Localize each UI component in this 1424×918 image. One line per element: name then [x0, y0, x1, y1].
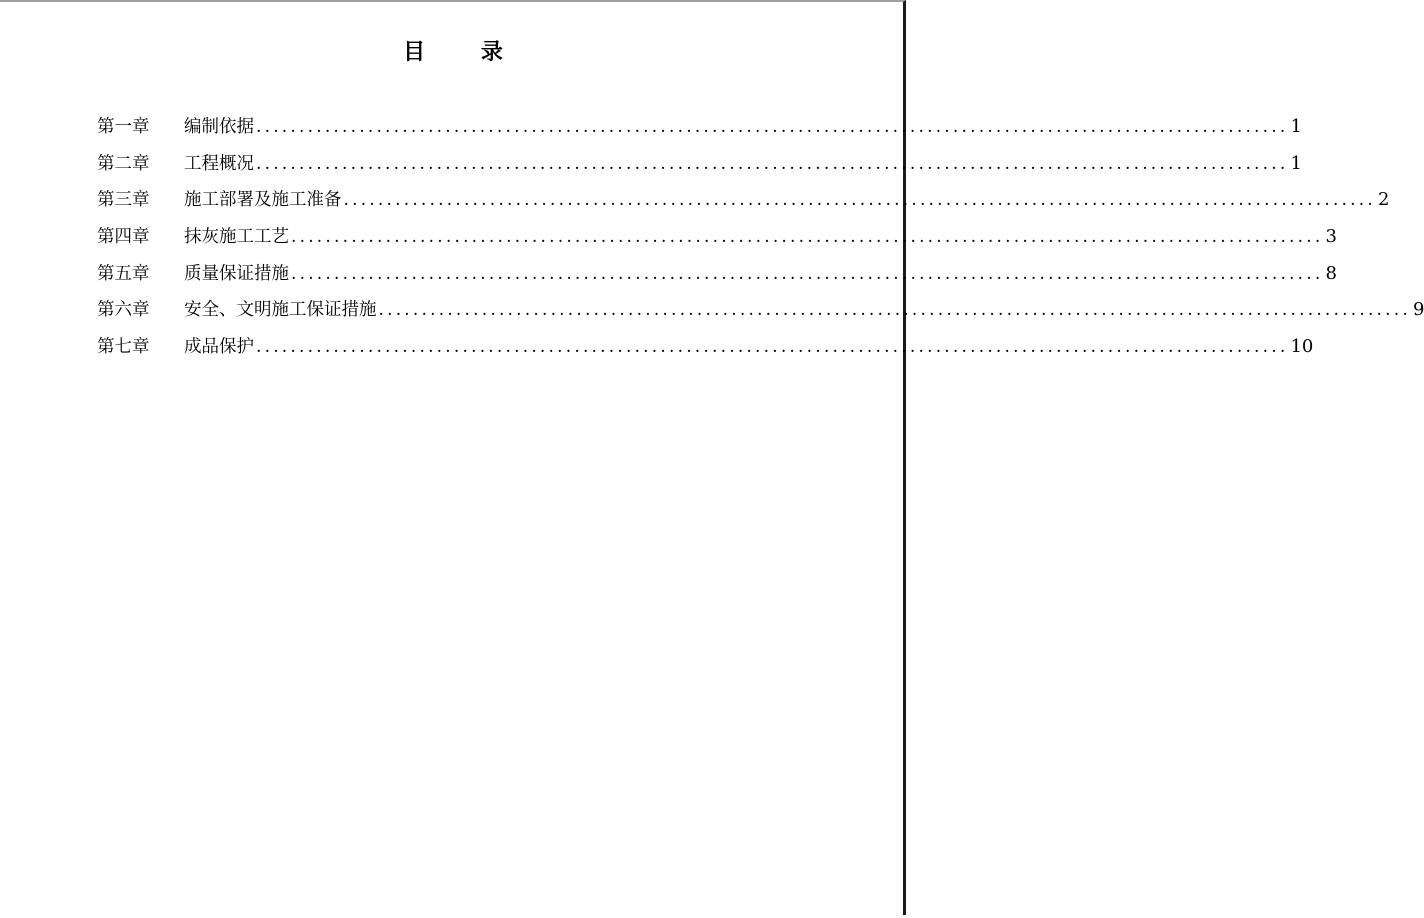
- toc-chapter-number: 第六章: [97, 300, 150, 321]
- dot-leader: ........................................................................................................................: [378, 300, 1411, 321]
- dot-leader: ........................................................................................................................: [291, 227, 1324, 248]
- dot-leader: ........................................................................................................................: [343, 190, 1376, 211]
- toc-entry[interactable]: [97, 149, 1302, 186]
- toc-entry-title: 编制依据: [184, 117, 254, 137]
- dot-leader: ........................................................................................................................: [291, 263, 1324, 284]
- toc-entry[interactable]: [97, 295, 1424, 332]
- toc-entry[interactable]: [97, 222, 1337, 259]
- toc-page-number: 8: [1325, 262, 1337, 284]
- toc-page-number: 1: [1290, 116, 1302, 137]
- toc-entry-title: 抹灰施工工艺: [184, 227, 289, 248]
- toc-entry[interactable]: [97, 332, 1314, 369]
- toc-entry[interactable]: [97, 259, 1337, 296]
- dot-leader: ........................................................................................................................: [256, 337, 1289, 358]
- toc-entry[interactable]: [97, 185, 1390, 222]
- toc-page-number: 9: [1412, 299, 1424, 321]
- toc-entry-title: 施工部署及施工准备: [184, 190, 342, 211]
- toc-chapter-number: 第一章: [97, 117, 150, 137]
- toc-list: [97, 112, 1424, 369]
- toc-entry-title: 成品保护: [184, 337, 254, 358]
- toc-chapter-number: 第五章: [97, 263, 150, 284]
- toc-entry[interactable]: [97, 112, 1302, 149]
- toc-entry-title: 质量保证措施: [184, 263, 289, 284]
- toc-chapter-number: 第三章: [97, 190, 150, 211]
- toc-page-number: 10: [1290, 336, 1314, 358]
- dot-leader: ........................................................................................................................: [256, 153, 1289, 174]
- toc-page-number: 1: [1290, 152, 1302, 174]
- toc-page-number: 3: [1325, 226, 1337, 248]
- toc-entry-title: 工程概况: [184, 153, 254, 174]
- toc-chapter-number: 第二章: [97, 153, 150, 174]
- toc-entry-title: 安全、文明施工保证措施: [184, 300, 377, 321]
- dot-leader: ........................................................................................................................: [256, 117, 1289, 137]
- toc-chapter-number: 第四章: [97, 227, 150, 248]
- toc-title: 目 录: [403, 39, 527, 65]
- toc-chapter-number: 第七章: [97, 337, 150, 358]
- toc-page-number: 2: [1377, 189, 1390, 211]
